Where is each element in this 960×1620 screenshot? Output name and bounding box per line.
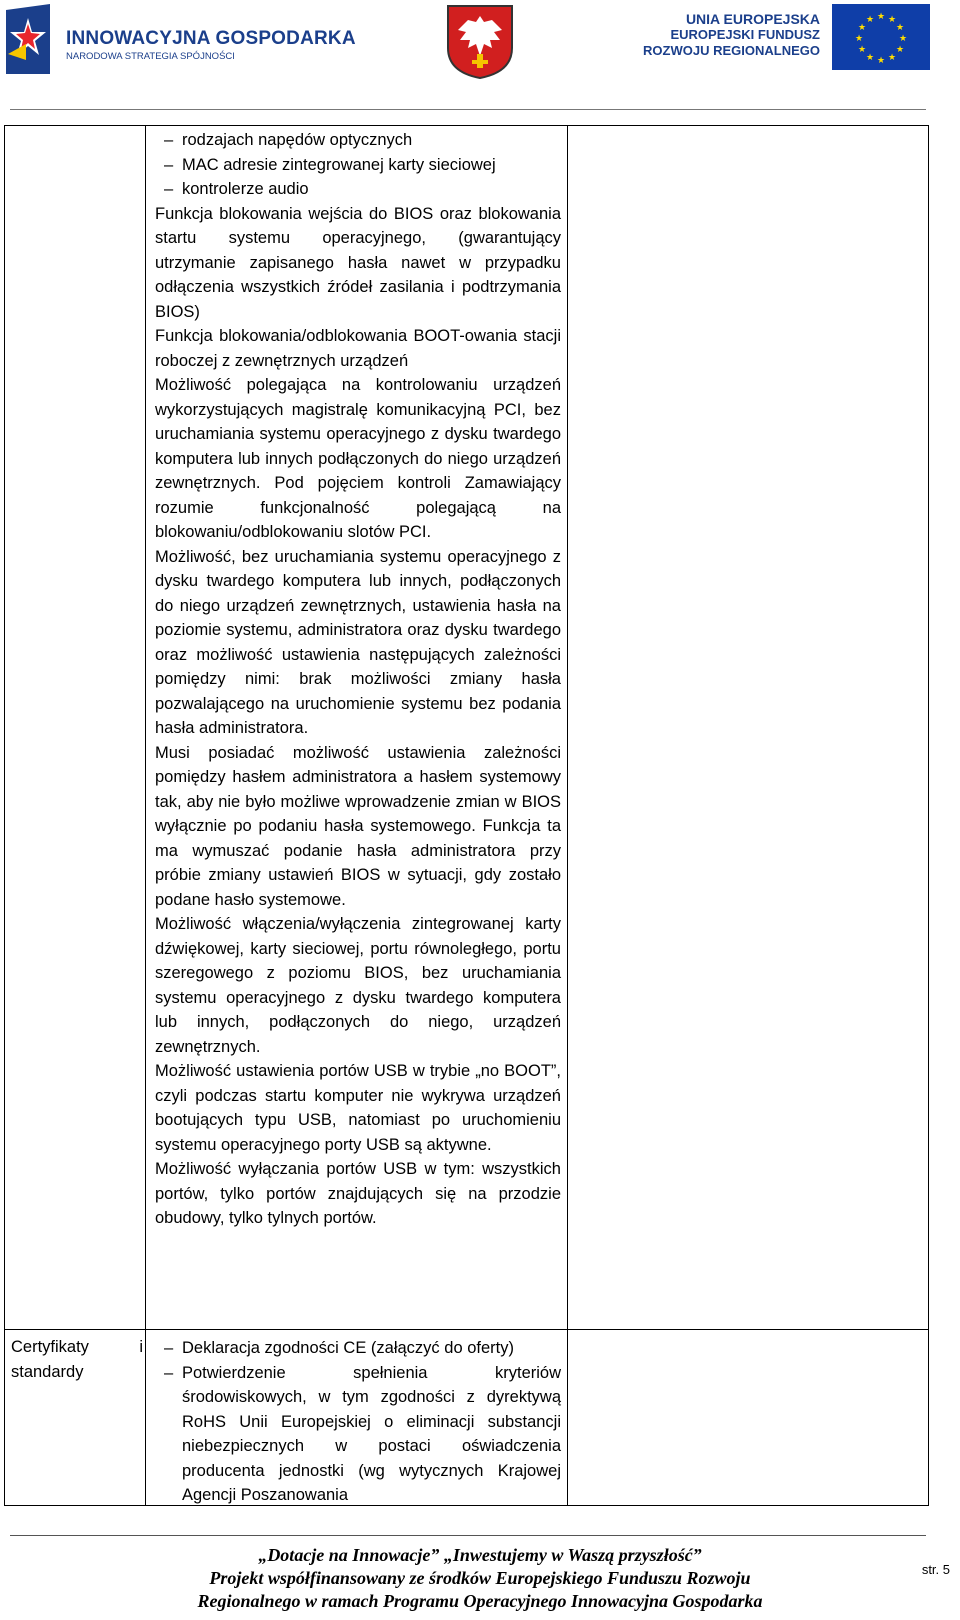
dash-bullet: – <box>164 131 174 149</box>
page-footer <box>100 1544 860 1613</box>
list-item-text: kontrolerze audio <box>182 180 309 198</box>
paragraph-integrated-devices: Możliwość włączenia/wyłączenia zintegrowanej karty dźwiękowej, karty sieciowej, portu równoległego, portu szeregowego z poziomu BIOS, bez uruchamiania systemu operacyjnego z dysku twardego komputera lub innych, podłączonych do niego, urządzeń zewnętrznych. <box>155 915 561 1056</box>
dash-bullet: – <box>164 1339 174 1357</box>
dash-bullet: – <box>164 155 174 174</box>
list-item-text: rodzajach napędów optycznych <box>182 131 413 149</box>
paragraph-boot-lock: Funkcja blokowania/odblokowania BOOT-owania stacji roboczej z zewnętrznych urządzeń <box>155 327 561 370</box>
table-column-divider-1 <box>145 125 146 1506</box>
list-item <box>155 128 561 153</box>
dash-bullet: – <box>164 1363 174 1382</box>
svg-text:★: ★ <box>857 45 867 55</box>
innowacyjna-gospodarka-title: INNOWACYJNA GOSPODARKA <box>66 28 356 49</box>
svg-text:★: ★ <box>876 56 886 66</box>
svg-text:★: ★ <box>895 45 905 55</box>
paragraph-passwords: Możliwość, bez uruchamiania systemu operacyjnego z dysku twardego komputera lub innych, podłączonych do niego urządzeń zewnętrznych, ustawienia hasła na poziomie systemu, administratora oraz dysku twardego oraz możliwość ustawienia następujących zależności pomiędzy nimi: brak możliwości zmiany hasła pozwalającego na uruchomienie systemu bez podania hasła administratora. <box>155 547 561 737</box>
certificates-label <box>11 1335 143 1384</box>
certificates-label-word3: standardy <box>11 1362 84 1381</box>
page-header <box>0 0 960 112</box>
coat-of-arms-icon <box>446 4 514 80</box>
eu-flag-icon <box>832 4 930 70</box>
certificates-cell <box>155 1336 561 1508</box>
list-item <box>155 177 561 202</box>
table-column-divider-2 <box>567 125 568 1506</box>
paragraph-password-dependency: Musi posiadać możliwość ustawienia zależności pomiędzy hasłem administratora a hasłem systemowy tak, aby nie było możliwe wprowadzenie zmian w BIOS wyłącznie po podaniu hasła systemowego. Funkcja ta ma wymuszać podanie hasła administratora przy próbie zmiany ustawień BIOS w sytuacji, gdy zostało podane hasło systemowe. <box>155 743 561 909</box>
svg-text:★: ★ <box>876 12 886 22</box>
table-row-divider <box>4 1329 929 1330</box>
certificates-label-word2: i <box>139 1338 143 1356</box>
footer-divider <box>10 1535 926 1536</box>
list-item-text: Deklaracja zgodności CE (załączyć do oferty) <box>182 1339 514 1357</box>
svg-text:★: ★ <box>887 53 897 63</box>
page-number: str. 5 <box>921 1562 950 1577</box>
footer-line2: Projekt współfinansowany ze środków Europejskiego Funduszu Rozwoju <box>209 1568 751 1588</box>
list-item <box>155 1336 561 1361</box>
footer-line1: „Dotacje na Innowacje” „Inwestujemy w Waszą przyszłość” <box>258 1545 702 1565</box>
svg-text:★: ★ <box>898 34 908 44</box>
bios-requirements-cell <box>155 128 561 1231</box>
eu-text-line3: ROZWOJU REGIONALNEGO <box>643 43 820 58</box>
paragraph-pci-control: Możliwość polegająca na kontrolowaniu urządzeń wykorzystujących magistralę komunikacyjną PCI, bez uruchamiania systemu operacyjnego z dysku twardego komputera lub innych podłączonych do niego urządzeń zewnętrznych. Pod pojęciem kontroli Zamawiający rozumie funkcjonalność polegającą na blokowaniu/odblokowaniu slotów PCI. <box>155 376 561 541</box>
list-item <box>155 153 561 178</box>
dash-bullet: – <box>164 180 174 198</box>
innowacyjna-gospodarka-logo <box>6 4 356 74</box>
svg-text:★: ★ <box>865 15 875 25</box>
certificates-label-word1: Certyfikaty <box>11 1338 89 1356</box>
paragraph-usb-no-boot: Możliwość ustawienia portów USB w trybie „no BOOT”, czyli podczas startu komputer nie wykrywa urządzeń bootujących typu USB, natomiast po uruchomieniu systemu operacyjnego porty USB są aktywne. <box>155 1062 561 1154</box>
paragraph-bios-lock: Funkcja blokowania wejścia do BIOS oraz blokowania startu systemu operacyjnego, (gwarantujący utrzymanie zapisanego hasła nawet w przypadku odłączenia wszystkich źródeł zasilania i podtrzymania BIOS) <box>155 204 561 321</box>
svg-text:★: ★ <box>865 53 875 63</box>
innowacyjna-gospodarka-subtitle: NARODOWA STRATEGIA SPÓJNOŚCI <box>66 51 235 62</box>
list-item-text: Potwierdzenie spełnienia kryteriów środowiskowych, w tym zgodności z dyrektywą RoHS Unii Europejskiej o eliminacji substancji niebezpiecznych w postaci oświadczenia producenta jednostki (wg wytycznych Krajowej Agencji Poszanowania <box>182 1363 561 1504</box>
paragraph-usb-disable: Możliwość wyłączania portów USB w tym: wszystkich portów, tylko portów znajdujących się na przodzie obudowy, tylko tylnych portów. <box>155 1160 561 1227</box>
eu-text-line2: EUROPEJSKI FUNDUSZ <box>670 27 820 42</box>
svg-text:★: ★ <box>895 23 905 33</box>
eu-text-line1: UNIA EUROPEJSKA <box>685 11 820 27</box>
header-divider <box>10 109 926 110</box>
list-item-text: MAC adresie zintegrowanej karty sieciowej <box>182 155 496 174</box>
list-item <box>155 1361 561 1508</box>
eu-fund-text <box>640 11 820 59</box>
svg-text:★: ★ <box>887 15 897 25</box>
svg-text:★: ★ <box>854 34 864 44</box>
footer-line3: Regionalnego w ramach Programu Operacyjnego Innowacyjna Gospodarka <box>197 1591 763 1611</box>
innowacyjna-gospodarka-star-icon <box>6 4 58 74</box>
svg-text:★: ★ <box>857 23 867 33</box>
